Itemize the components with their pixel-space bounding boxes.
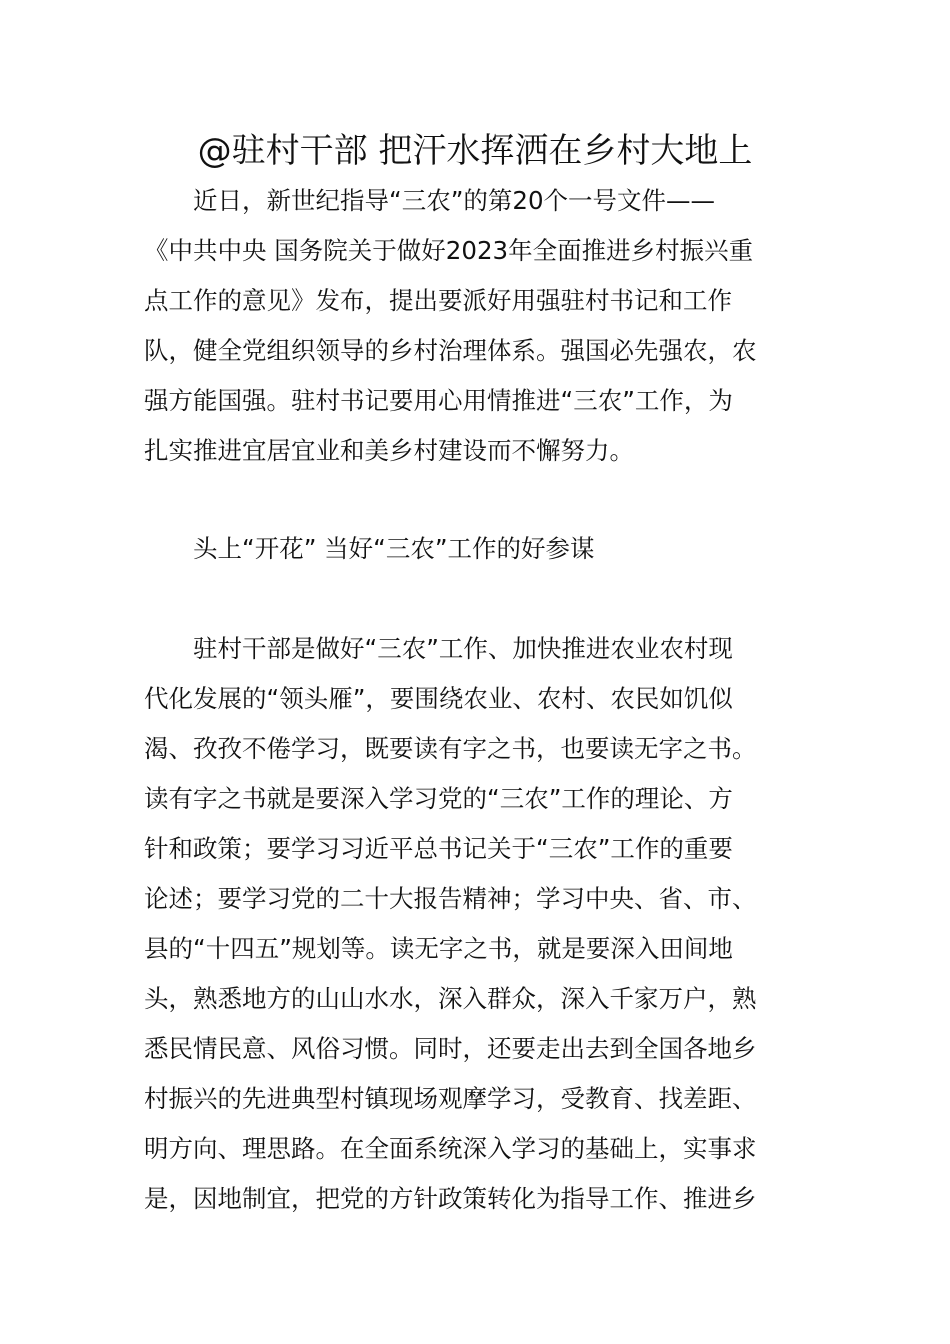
paragraph-line: 头，熟悉地方的山山水水，深入群众，深入千家万户，熟 xyxy=(144,984,757,1013)
paragraph-line: 渴、孜孜不倦学习，既要读有字之书，也要读无字之书。 xyxy=(144,734,757,763)
paragraph-line: 代化发展的“领头雁”，要围绕农业、农村、农民如饥似 xyxy=(144,684,733,713)
subheading-text: 头上“开花” 当好“三农”工作的好参谋 xyxy=(193,534,595,563)
paragraph-line: 明方向、理思路。在全面系统深入学习的基础上，实事求 xyxy=(144,1134,757,1163)
paragraph-section1 xyxy=(144,624,808,1224)
paragraph-line: 《中共中央 国务院关于做好2023年全面推进乡村振兴重 xyxy=(144,236,754,265)
paragraph-line: 点工作的意见》发布，提出要派好用强驻村书记和工作 xyxy=(144,286,732,315)
paragraph-line: 县的“十四五”规划等。读无字之书，就是要深入田间地 xyxy=(144,934,733,963)
paragraph-line: 强方能国强。驻村书记要用心用情推进“三农”工作，为 xyxy=(144,386,733,415)
paragraph-line: 读有字之书就是要深入学习党的“三农”工作的理论、方 xyxy=(144,784,733,813)
paragraph-line: 针和政策；要学习习近平总书记关于“三农”工作的重要 xyxy=(144,834,733,863)
section-subheading xyxy=(144,524,808,574)
paragraph-line: 驻村干部是做好“三农”工作、加快推进农业农村现 xyxy=(193,634,733,663)
document-title: @驻村干部 把汗水挥洒在乡村大地上 xyxy=(197,131,753,171)
paragraph-line: 近日，新世纪指导“三农”的第20个一号文件—— xyxy=(193,186,716,215)
paragraph-intro xyxy=(144,176,808,476)
paragraph-line: 悉民情民意、风俗习惯。同时，还要走出去到全国各地乡 xyxy=(144,1034,757,1063)
paragraph-line: 论述；要学习党的二十大报告精神；学习中央、省、市、 xyxy=(144,884,757,913)
paragraph-line: 村振兴的先进典型村镇现场观摩学习，受教育、找差距、 xyxy=(144,1084,757,1113)
paragraph-line: 是，因地制宜，把党的方针政策转化为指导工作、推进乡 xyxy=(144,1184,757,1213)
paragraph-line: 队，健全党组织领导的乡村治理体系。强国必先强农，农 xyxy=(144,336,757,365)
paragraph-line: 扎实推进宜居宜业和美乡村建设而不懈努力。 xyxy=(144,436,634,465)
